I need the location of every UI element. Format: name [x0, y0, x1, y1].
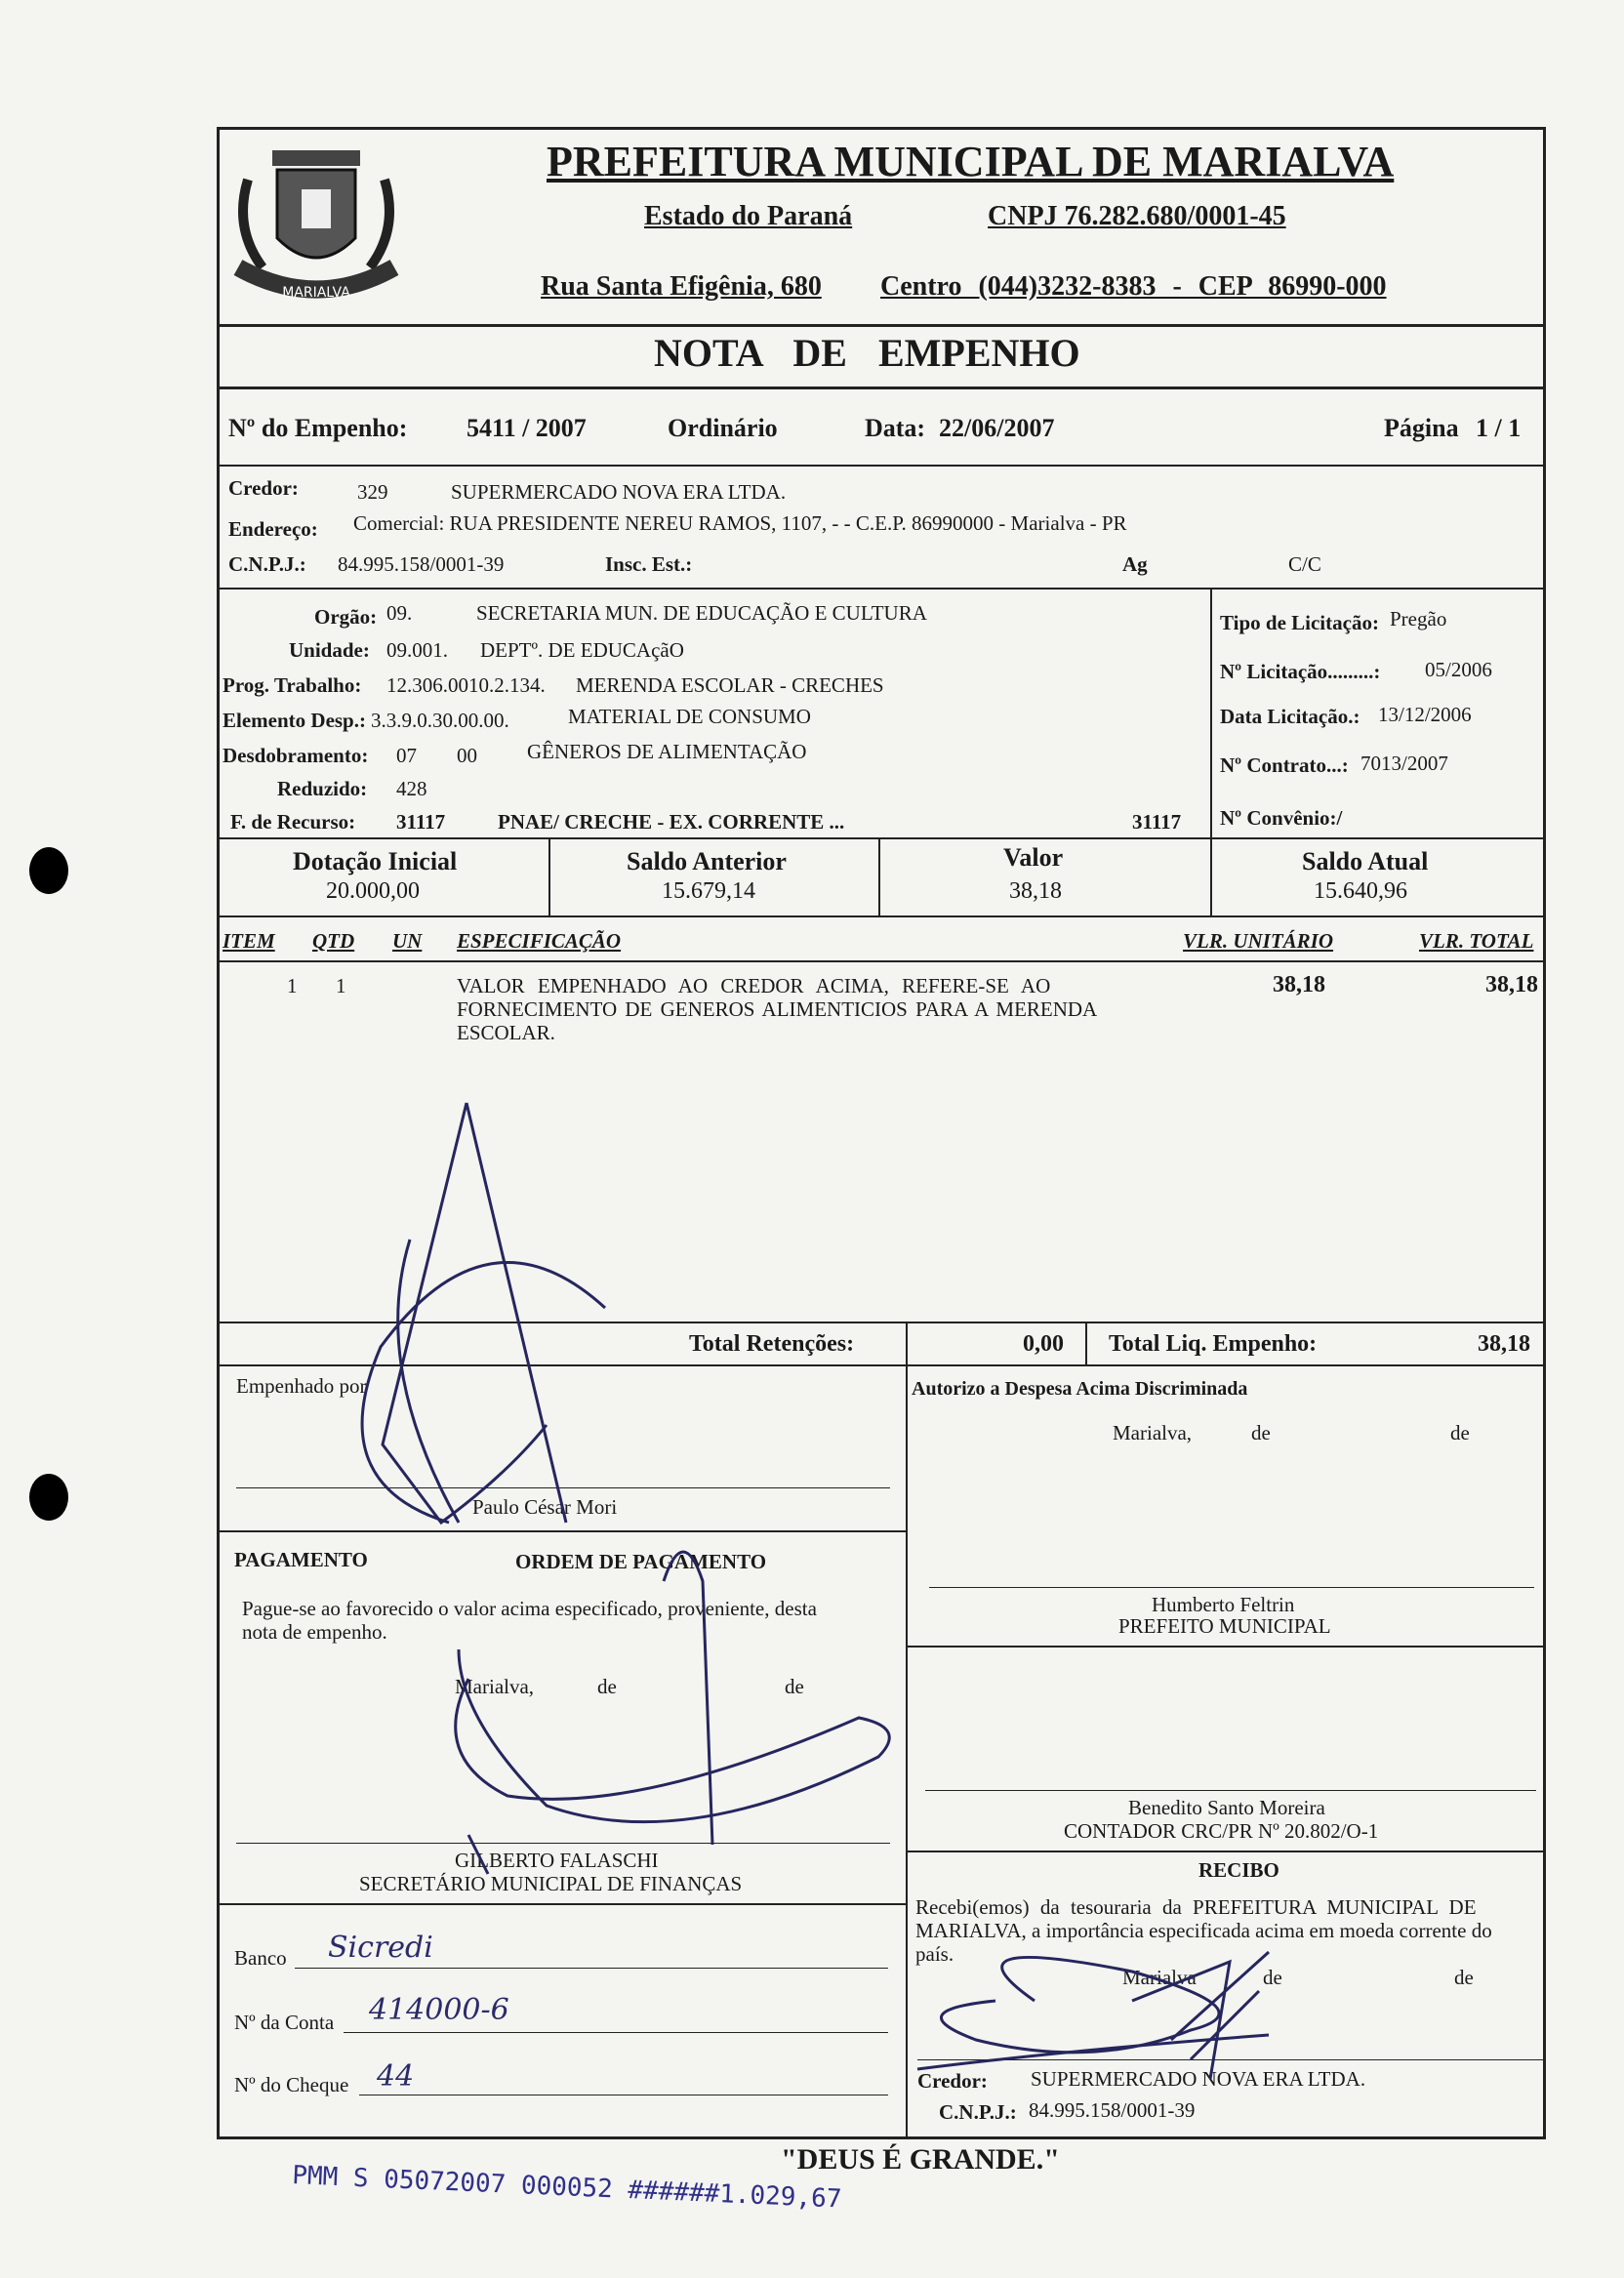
header-contact: Centro (044)3232-8383 - CEP 86990-000	[880, 271, 1387, 302]
recibo-credor-name: SUPERMERCADO NOVA ERA LTDA.	[1031, 2067, 1366, 2091]
cheque-handwritten: 44	[377, 2059, 415, 2094]
saldo-anterior-label: Saldo Anterior	[627, 847, 787, 875]
num-licitacao-value: 05/2006	[1425, 658, 1492, 681]
pagamento-label: PAGAMENTO	[234, 1548, 368, 1571]
col-un: UN	[392, 929, 423, 953]
credor-cnpj: 84.995.158/0001-39	[338, 552, 505, 576]
empenhado-name: Paulo César Mori	[472, 1495, 618, 1519]
orgao-name: SECRETARIA MUN. DE EDUCAÇÃO E CULTURA	[476, 601, 927, 625]
reduzido-label: Reduzido:	[277, 777, 368, 800]
recurso-name: PNAE/ CRECHE - EX. CORRENTE ...	[498, 810, 845, 834]
pagamento-de2: de	[785, 1675, 804, 1698]
item-desc-line2: FORNECIMENTO DE GENEROS ALIMENTICIOS PARA A MERENDA	[457, 997, 1098, 1021]
empenhado-label: Empenhado por	[236, 1374, 367, 1398]
item-number: 1	[287, 974, 298, 997]
prefeito-title: PREFEITO MUNICIPAL	[1118, 1614, 1331, 1638]
autorizo-de1: de	[1251, 1421, 1271, 1444]
secretario-title: SECRETÁRIO MUNICIPAL DE FINANÇAS	[359, 1872, 743, 1895]
doc-title: NOTA DE EMPENHO	[654, 331, 1080, 375]
empenho-number-label: Nº do Empenho:	[228, 414, 408, 442]
pagamento-text1: Pague-se ao favorecido o valor acima especificado, proveniente, desta	[242, 1597, 817, 1620]
num-licitacao-label: Nº Licitação.........:	[1220, 660, 1381, 683]
credor-name: SUPERMERCADO NOVA ERA LTDA.	[451, 480, 787, 504]
desdobramento-name: GÊNEROS DE ALIMENTAÇÃO	[527, 740, 807, 763]
header-address: Rua Santa Efigênia, 680	[541, 271, 822, 302]
liq-empenho-label: Total Liq. Empenho:	[1109, 1331, 1318, 1357]
banco-label: Banco	[234, 1946, 287, 1970]
credor-address: Comercial: RUA PRESIDENTE NEREU RAMOS, 1107, - - C.E.P. 86990000 - Marialva - PR	[353, 511, 1127, 535]
contador-title: CONTADOR CRC/PR Nº 20.802/O-1	[1064, 1819, 1379, 1843]
prog-name: MERENDA ESCOLAR - CRECHES	[576, 673, 884, 697]
pagamento-de1: de	[597, 1675, 617, 1698]
col-espec: ESPECIFICAÇÃO	[457, 929, 622, 953]
page-label: Página	[1384, 414, 1459, 442]
recibo-text1: Recebi(emos) da tesouraria da PREFEITURA MUNICIPAL DE	[915, 1895, 1477, 1919]
empenho-number: 5411 / 2007	[467, 414, 587, 442]
elemento-code: 3.3.9.0.30.00.00.	[371, 709, 509, 732]
ordem-pagamento-label: ORDEM DE PAGAMENTO	[515, 1550, 767, 1573]
col-qtd: QTD	[312, 929, 355, 953]
credor-code: 329	[357, 480, 388, 504]
recurso-code2: 31117	[1132, 810, 1182, 834]
saldo-atual-value: 15.640,96	[1314, 878, 1407, 904]
convenio-label: Nº Convênio:/	[1220, 806, 1343, 830]
recibo-text2: MARIALVA, a importância especificada acima em moeda corrente do	[915, 1919, 1492, 1942]
elemento-label: Elemento Desp.:	[223, 709, 366, 732]
retencoes-label: Total Retenções:	[689, 1331, 855, 1357]
reduzido-value: 428	[396, 777, 427, 800]
prog-label: Prog. Trabalho:	[223, 673, 362, 697]
data-licitacao-value: 13/12/2006	[1378, 703, 1472, 726]
data-licitacao-label: Data Licitação.:	[1220, 705, 1360, 728]
page-number: 1 / 1	[1476, 414, 1522, 442]
bank-stamp: PMM S 05072007 000052 ######1.029,67	[291, 2161, 842, 2215]
credor-label: Credor:	[228, 476, 299, 500]
elemento-name: MATERIAL DE CONSUMO	[568, 705, 811, 728]
autorizo-city: Marialva,	[1113, 1421, 1193, 1444]
dotacao-label: Dotação Inicial	[293, 847, 458, 875]
item-desc-line1: VALOR EMPENHADO AO CREDOR ACIMA, REFERE-SE AO	[457, 974, 1051, 997]
cheque-label: Nº do Cheque	[234, 2073, 349, 2096]
recurso-label: F. de Recurso:	[230, 810, 356, 834]
prefeito-name: Humberto Feltrin	[1152, 1593, 1295, 1616]
desdobramento-code2: 00	[457, 744, 477, 767]
recibo-credor-label: Credor:	[917, 2069, 988, 2093]
contador-name: Benedito Santo Moreira	[1128, 1796, 1325, 1819]
recibo-cnpj: 84.995.158/0001-39	[1029, 2098, 1196, 2122]
item-qtd: 1	[336, 974, 346, 997]
recibo-de2: de	[1454, 1966, 1474, 1989]
item-desc-line3: ESCOLAR.	[457, 1021, 555, 1044]
col-item: ITEM	[223, 929, 275, 953]
pagamento-city: Marialva,	[455, 1675, 535, 1698]
crest-text: MARIALVA	[282, 285, 350, 301]
header-cnpj: CNPJ 76.282.680/0001-45	[988, 201, 1286, 231]
unidade-label: Unidade:	[289, 638, 370, 662]
autorizo-label: Autorizo a Despesa Acima Discriminada	[912, 1378, 1248, 1400]
recibo-label: RECIBO	[1198, 1858, 1279, 1882]
recurso-code: 31117	[396, 810, 446, 834]
banco-handwritten: Sicredi	[328, 1931, 433, 1965]
insc-est-label: Insc. Est.:	[605, 552, 693, 576]
conta-handwritten: 414000-6	[369, 1993, 509, 2027]
empenho-date: 22/06/2007	[939, 414, 1055, 442]
unidade-name: DEPTº. DE EDUCAçãO	[480, 638, 684, 662]
cc-label: C/C	[1288, 552, 1321, 576]
desdobramento-label: Desdobramento:	[223, 744, 369, 767]
retencoes-value: 0,00	[1023, 1331, 1064, 1357]
saldo-anterior-value: 15.679,14	[662, 878, 755, 904]
conta-label: Nº da Conta	[234, 2011, 335, 2034]
tipo-licitacao-value: Pregão	[1390, 607, 1447, 631]
secretario-name: GILBERTO FALASCHI	[455, 1849, 659, 1872]
contrato-label: Nº Contrato...:	[1220, 753, 1349, 777]
contrato-value: 7013/2007	[1360, 752, 1448, 775]
pagamento-text2: nota de empenho.	[242, 1620, 387, 1644]
orgao-label: Orgão:	[314, 605, 378, 629]
empenho-date-label: Data:	[865, 414, 926, 442]
credor-cnpj-label: C.N.P.J.:	[228, 552, 306, 576]
recibo-text3: país.	[915, 1942, 954, 1966]
header-title: PREFEITURA MUNICIPAL DE MARIALVA	[547, 138, 1395, 185]
unidade-code: 09.001.	[386, 638, 448, 662]
liq-empenho-value: 38,18	[1478, 1331, 1530, 1357]
col-vlr-unit: VLR. UNITÁRIO	[1183, 929, 1334, 953]
dotacao-value: 20.000,00	[326, 878, 420, 904]
prog-code: 12.306.0010.2.134.	[386, 673, 546, 697]
saldo-atual-label: Saldo Atual	[1302, 847, 1429, 875]
col-vlr-total: VLR. TOTAL	[1419, 929, 1534, 953]
item-vlr-unit: 38,18	[1273, 972, 1325, 997]
tipo-licitacao-label: Tipo de Licitação:	[1220, 611, 1379, 634]
empenho-type: Ordinário	[668, 414, 778, 442]
recibo-city: Marialva	[1122, 1966, 1197, 1989]
orgao-code: 09.	[386, 601, 413, 625]
autorizo-de2: de	[1450, 1421, 1470, 1444]
valor-label: Valor	[1003, 843, 1064, 872]
header-state: Estado do Paraná	[644, 201, 853, 231]
footer-motto: "DEUS É GRANDE."	[781, 2143, 1060, 2176]
item-vlr-total: 38,18	[1485, 972, 1538, 997]
endereco-label: Endereço:	[228, 517, 318, 541]
desdobramento-code1: 07	[396, 744, 417, 767]
recibo-de1: de	[1263, 1966, 1282, 1989]
ag-label: Ag	[1122, 552, 1148, 576]
valor-value: 38,18	[1009, 878, 1062, 904]
recibo-cnpj-label: C.N.P.J.:	[939, 2100, 1017, 2124]
